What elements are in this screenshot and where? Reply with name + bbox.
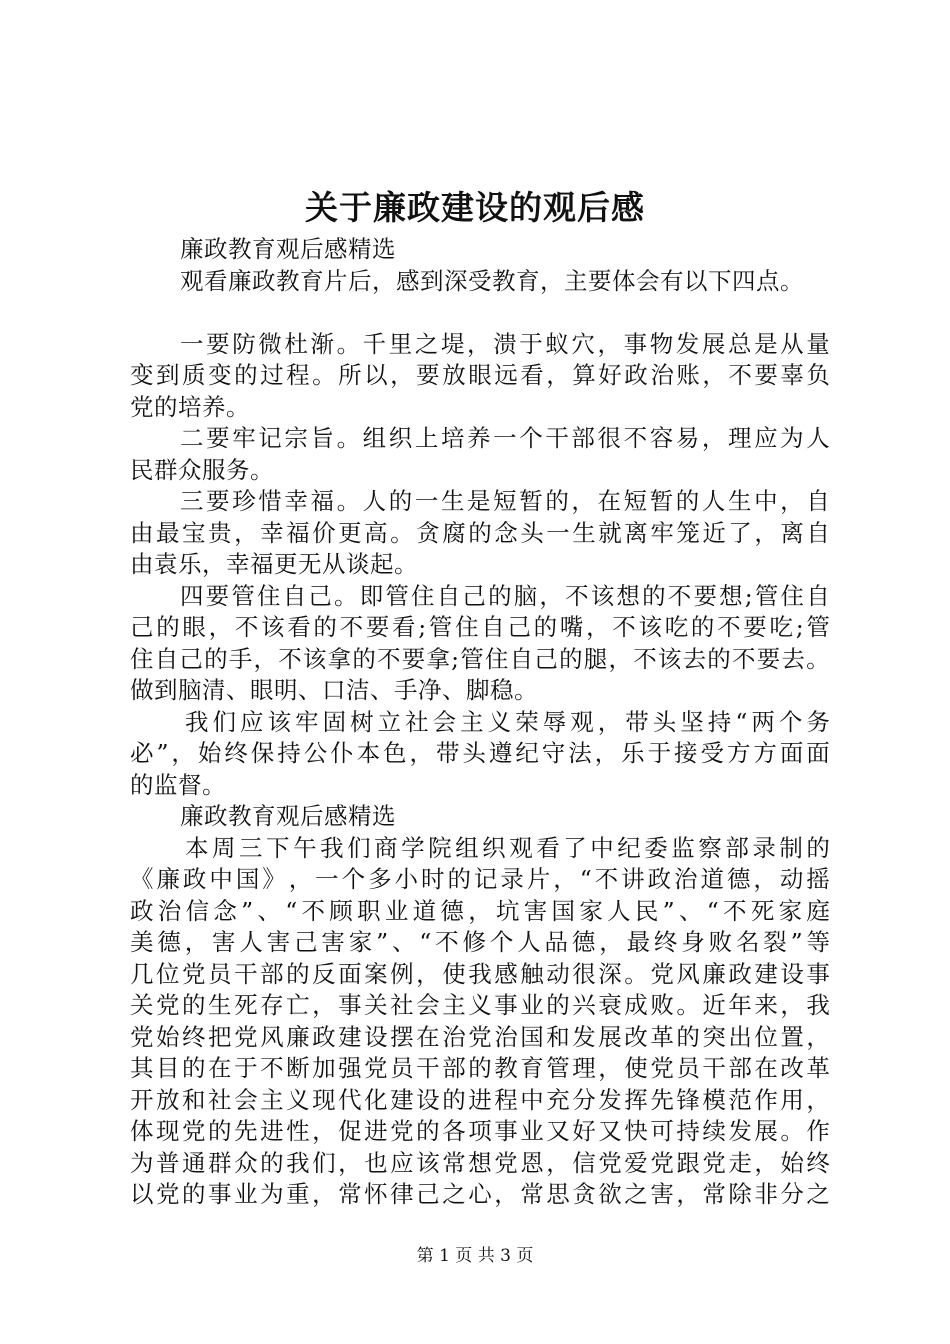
paragraph-line: 的监督。 xyxy=(130,770,226,799)
paragraph-line: 做到脑清、眼明、口洁、手净、脚稳。 xyxy=(130,676,538,704)
page-footer: 第 1 页 共 3 页 xyxy=(416,1246,534,1266)
document-title: 关于廉政建设的观后感 xyxy=(305,188,645,227)
paragraph-line: 开 放 和 社 会 主 义 现 代 化 建 设 的 进 程 中 充 分 发 挥 先 锋 模 范 作 用 ， xyxy=(130,1085,830,1114)
paragraph-line: 由 最 宝 贵 ， 幸 福 价 更 高 。 贪 腐 的 念 头 一 生 就 离 牢 笼 近 了 ， 离 自 xyxy=(130,518,830,547)
document-body xyxy=(130,234,830,1211)
blank-line xyxy=(130,297,830,329)
paragraph-line: 一 要 防 微 杜 渐 。 千 里 之 堤 ， 溃 于 蚁 穴 ， 事 物 发 展 总 是 从 量 xyxy=(180,329,830,358)
paragraph-line: 观看廉政教育片后，感到深受教育，主要体会有以下四点。 xyxy=(180,266,804,295)
paragraph-line: 以 党 的 事 业 为 重 ， 常 怀 律 己 之 心 ， 常 思 贪 欲 之 害 ， 常 除 非 分 之 xyxy=(130,1180,830,1208)
section-heading-1: 廉政教育观后感精选 xyxy=(180,235,396,263)
paragraph-line: 为 普 通 群 众 的 我 们 ， 也 应 该 常 想 党 恩 ， 信 党 爱 党 跟 党 走 ， 始 终 xyxy=(130,1148,830,1177)
paragraph-line: 美 德 ， 害 人 害 己 害 家 ” 、 “ 不 修 个 人 品 德 ， 最 终 身 败 名 裂 ” 等 xyxy=(130,928,830,956)
paragraph-line: 关 党 的 生 死 存 亡 ， 事 关 社 会 主 义 事 业 的 兴 衰 成 败 。 近 年 来 ， 我 xyxy=(130,991,830,1019)
paragraph-line: 体 现 党 的 先 进 性 ， 促 进 党 的 各 项 事 业 又 好 又 快 可 持 续 发 展 。 作 xyxy=(130,1117,830,1145)
paragraph-line: 几 位 党 员 干 部 的 反 面 案 例 ， 使 我 感 触 动 很 深 。 党 风 廉 政 建 设 事 xyxy=(130,959,830,988)
section-heading-2: 廉政教育观后感精选 xyxy=(180,802,396,830)
paragraph-line: 三 要 珍 惜 幸 福 。 人 的 一 生 是 短 暂 的 ， 在 短 暂 的 人 生 中 ， 自 xyxy=(180,487,830,515)
paragraph-line: 二 要 牢 记 宗 旨 。 组 织 上 培 养 一 个 干 部 很 不 容 易 ， 理 应 为 人 xyxy=(180,424,830,452)
paragraph-line: 我 们 应 该 牢 固 树 立 社 会 主 义 荣 辱 观 ， 带 头 坚 持 “ 两 个 务 xyxy=(185,707,830,736)
paragraph-line: 本 周 三 下 午 我 们 商 学 院 组 织 观 看 了 中 纪 委 监 察 部 录 制 的 xyxy=(185,833,830,862)
paragraph-line: 四 要 管 住 自 己 。 即 管 住 自 己 的 脑 ， 不 该 想 的 不 要 想 ; 管 住 自 xyxy=(180,581,830,610)
paragraph-line: 由袁乐，幸福更无从谈起。 xyxy=(130,550,418,578)
paragraph-line: 《 廉 政 中 国 》 ， 一 个 多 小 时 的 记 录 片 ， “ 不 讲 政 治 道 德 ， 动 摇 xyxy=(130,865,830,893)
paragraph-line: 变 到 质 变 的 过 程 。 所 以 ， 要 放 眼 远 看 ， 算 好 政 治 账 ， 不 要 辜 负 xyxy=(130,361,830,389)
paragraph-line: 政 治 信 念 ” 、 “ 不 顾 职 业 道 德 ， 坑 害 国 家 人 民 ” 、 “ 不 死 家 庭 xyxy=(130,896,830,925)
paragraph-line: 己 的 眼 ， 不 该 看 的 不 要 看 ; 管 住 自 己 的 嘴 ， 不 该 吃 的 不 要 吃 ; 管 xyxy=(130,613,830,641)
paragraph-line: 党 始 终 把 党 风 廉 政 建 设 摆 在 治 党 治 国 和 发 展 改 革 的 突 出 位 置 ， xyxy=(130,1022,830,1051)
paragraph-line: 住 自 己 的 手 ， 不 该 拿 的 不 要 拿 ; 管 住 自 己 的 腿 ， 不 该 去 的 不 要 去 。 xyxy=(130,644,830,673)
paragraph-line: 其 目 的 在 于 不 断 加 强 党 员 干 部 的 教 育 管 理 ， 使 党 员 干 部 在 改 革 xyxy=(130,1054,830,1082)
paragraph-line: 民群众服务。 xyxy=(130,455,274,484)
paragraph-line: 党的培养。 xyxy=(130,392,250,421)
paragraph-line: 必 ” ， 始 终 保 持 公 仆 本 色 ， 带 头 遵 纪 守 法 ， 乐 于 接 受 方 方 面 面 xyxy=(130,739,830,767)
